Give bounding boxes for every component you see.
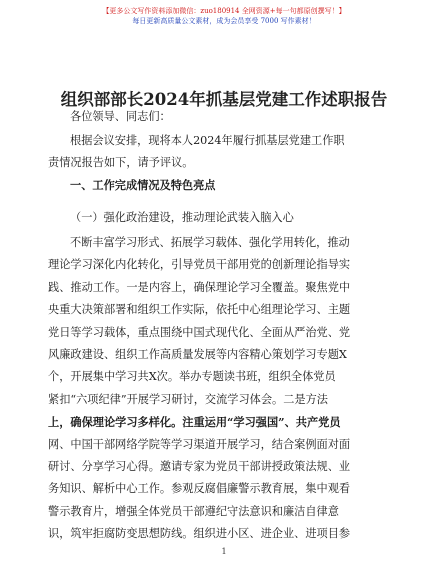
body-line: 践、推动工作。一是内容上，确保理论学习全覆盖。聚焦党中 [48, 280, 351, 294]
body-line: 警示教育片，增强全体党员干部遵纪守法意识和廉洁自律意 [48, 504, 339, 518]
body-line: 紧扣“六项纪律”开展学习研讨，交流学习体会。二是方法 [48, 392, 328, 406]
body-paragraph [48, 232, 400, 545]
subsection-heading: （一）强化政治建设，推动理论武装入脑入心 [70, 211, 294, 224]
body-line: 上，确保理论学习多样化。注重运用“学习强国”、共产党员 [48, 415, 341, 430]
section-heading: 一、工作完成情况及特色亮点 [70, 178, 216, 192]
promo-banner-line-1: 【更多公文写作资料添加微信：zuo180914 全网资源+每一句都原创撰写！】 [102, 7, 346, 15]
body-line: 党日等学习载体，重点围绕中国式现代化、全面从严治党、党 [48, 325, 351, 339]
body-line: 风廉政建设、组织工作高质量发展等内容精心策划学习专题X [48, 347, 347, 361]
document-title: 组织部部长2024年抓基层党建工作述职报告 [60, 90, 388, 109]
salutation-paragraph [48, 106, 400, 128]
body-line: 识，筑牢拒腐防变思想防线。组织进小区、进企业、进项目参 [48, 527, 351, 541]
promo-banner-line-2: 每日更新高质量公文素材，成为会员享受 7000 写作素材！ [132, 17, 316, 25]
page-number: 1 [221, 547, 227, 556]
body-line: 研讨、分享学习心得。邀请专家为党员干部讲授政策法规、业 [48, 459, 351, 473]
body-line: 理论学习深化内化转化，引导党员干部用党的创新理论指导实 [48, 258, 351, 272]
body-line: 务知识、解析中心工作。参观反腐倡廉警示教育展，集中观看 [48, 482, 351, 496]
salutation: 各位领导、同志们： [70, 110, 171, 123]
body-line: 央重大决策部署和组织工作实际，依托中心组理论学习、主题 [48, 303, 351, 317]
intro-line: 责情况报告如下，请予评议。 [48, 156, 194, 170]
intro-paragraph [48, 130, 400, 175]
body-line: 网、中国干部网络学院等学习渠道开展学习，结合案例面对面 [48, 437, 351, 451]
body-line: 个，开展集中学习共X次。举办专题读书班，组织全体党员 [48, 370, 336, 384]
intro-line: 根据会议安排，现将本人2024年履行抓基层党建工作职 [70, 134, 345, 147]
body-line: 不断丰富学习形式、拓展学习载体、强化学用转化，推动 [70, 236, 350, 249]
